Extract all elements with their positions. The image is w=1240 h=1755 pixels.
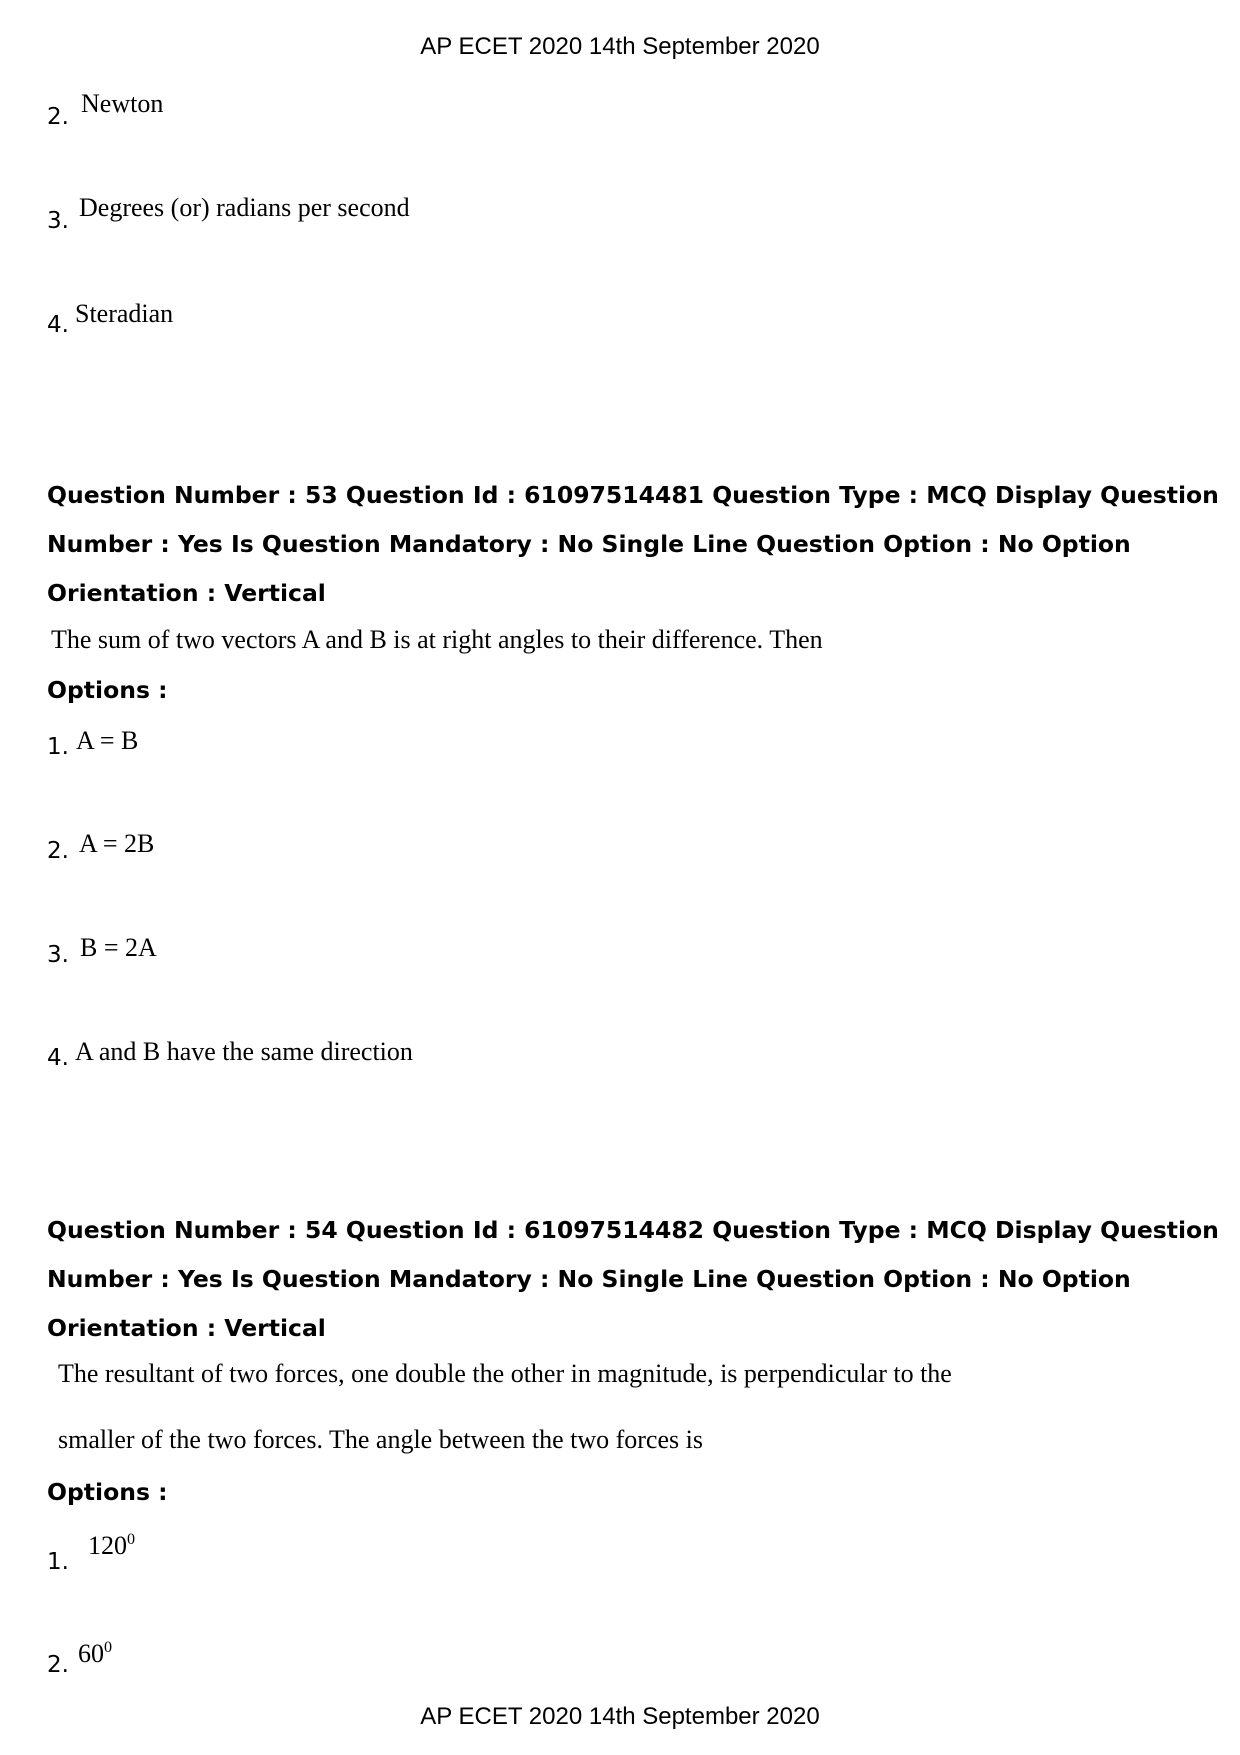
page-footer: AP ECET 2020 14th September 2020 [420, 1703, 820, 1730]
options-label: Options : [47, 676, 168, 704]
option-number: 3. [47, 942, 69, 968]
page-header: AP ECET 2020 14th September 2020 [420, 33, 820, 60]
option-number: 4. [47, 1045, 69, 1071]
option-text: A and B have the same direction [75, 1037, 413, 1066]
question-meta: Number : Yes Is Question Mandatory : No Single Line Question Option : No Option [47, 530, 1131, 558]
option-value: 120 [88, 1531, 127, 1560]
question-meta: Question Number : 54 Question Id : 61097514482 Question Type : MCQ Display Question [47, 1216, 1219, 1244]
question-text: The resultant of two forces, one double the other in magnitude, is perpendicular to the [58, 1359, 952, 1388]
question-meta: Question Number : 53 Question Id : 61097514481 Question Type : MCQ Display Question [47, 481, 1219, 509]
option-value: 60 [78, 1639, 104, 1668]
option-number: 1. [47, 734, 69, 760]
question-meta: Orientation : Vertical [47, 1314, 326, 1342]
option-number: 2. [47, 104, 69, 130]
option-number: 2. [47, 1652, 69, 1678]
degree-superscript: 0 [104, 1639, 113, 1656]
options-label: Options : [47, 1478, 168, 1506]
degree-superscript: 0 [127, 1531, 136, 1548]
option-text: Newton [81, 89, 164, 118]
option-number: 3. [47, 208, 69, 234]
option-text: Steradian [75, 299, 174, 328]
question-text: smaller of the two forces. The angle between the two forces is [58, 1425, 703, 1454]
option-number: 2. [47, 838, 69, 864]
option-number: 4. [47, 312, 69, 338]
option-number: 1. [47, 1549, 69, 1575]
option-text: A = 2B [79, 829, 155, 858]
question-meta: Number : Yes Is Question Mandatory : No Single Line Question Option : No Option [47, 1265, 1131, 1293]
option-text [78, 1638, 112, 1670]
option-text: A = B [76, 726, 139, 755]
option-text: B = 2A [80, 933, 157, 962]
question-meta: Orientation : Vertical [47, 579, 326, 607]
question-text: The sum of two vectors A and B is at right angles to their difference. Then [51, 625, 823, 654]
option-text: Degrees (or) radians per second [79, 193, 410, 222]
option-text [88, 1530, 135, 1562]
